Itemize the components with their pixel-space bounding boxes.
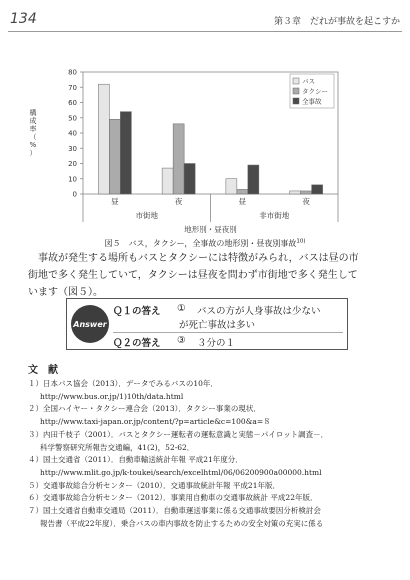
- q2-answer-mark: ③: [177, 335, 186, 346]
- y-axis-label: 構成率（%）: [29, 109, 37, 157]
- x-tick-label: 昼: [111, 197, 119, 206]
- answer-box: [66, 298, 348, 350]
- reference-line: 科学警察研究所報告交通編，41(2)，52-62．: [40, 442, 195, 452]
- paragraph-line-3: います（図５）。: [28, 287, 103, 298]
- bar: [237, 189, 248, 194]
- y-tick-label: 20: [68, 160, 77, 168]
- figure-caption: [0, 238, 410, 249]
- reference-line: ５）交通事故総合分析センター（2010）．交通事故統計年報 平成21年版．: [28, 480, 280, 490]
- legend-label: 全事故: [302, 97, 322, 106]
- bar: [98, 84, 109, 194]
- x-tick-label: 夜: [174, 197, 183, 206]
- reference-line: ４）国土交通省（2011）．自動車輸送統計年報 平成21年度分．: [28, 455, 243, 465]
- x-tick-label: 昼: [238, 197, 247, 206]
- q1-answer-mark: ①: [177, 303, 186, 314]
- bar: [173, 124, 184, 194]
- body-paragraph: [28, 250, 380, 301]
- bar-chart: [20, 60, 360, 238]
- reference-line: １）日本バス協会（2013）．データでみるバスの10年．: [28, 379, 218, 388]
- reference-line: 報告書（平成22年度）．乗合バスの車内事故を防止するための安全対策の充実に係る: [40, 518, 324, 528]
- reference-line: ３）内田千枝子（2001）．バスとタクシー運転者の運転意識と実態－パイロット調査－．: [28, 429, 329, 439]
- references-list: [28, 378, 400, 530]
- legend-label: タクシー: [302, 87, 328, 96]
- q1-answer-text-2: が死亡事故は多い: [179, 320, 256, 331]
- legend-swatch: [293, 78, 299, 84]
- y-tick-label: 0: [72, 190, 77, 199]
- y-tick-label: 80: [68, 68, 77, 77]
- q2-answer-text: ３分の１: [197, 338, 236, 349]
- q2-answer-label: Ｑ２の答え: [113, 338, 161, 349]
- bar: [226, 179, 237, 194]
- paragraph-line-1: 事故が発生する場所もバスとタクシーには特徴がみられ，バスは昼の市: [38, 253, 359, 264]
- y-tick-label: 10: [68, 175, 77, 184]
- y-tick-label: 50: [68, 114, 77, 123]
- x-group-label: 非市街地: [259, 211, 290, 220]
- figure-caption-ref: 10): [296, 238, 306, 245]
- bar: [109, 119, 120, 194]
- bar: [312, 185, 323, 194]
- reference-line: http://www.bus.or.jp/1)10th/data.html: [40, 391, 184, 401]
- legend-label: バス: [302, 77, 315, 86]
- bar: [290, 191, 301, 194]
- reference-line: ７）国土交通省自動車交通局（2011）．自動車運送事業に係る交通事故要因分析検討会: [28, 506, 321, 516]
- figure-caption-text: 図５ バス，タクシー，全事故の地形別・昼夜別事故: [104, 239, 297, 248]
- q1-answer-label: Ｑ１の答え: [113, 306, 161, 317]
- chapter-title: 第３章 だれが事故を起こすか: [273, 17, 400, 27]
- references-title: 文 献: [28, 365, 58, 376]
- reference-line: ２）全国ハイヤー・タクシー連合会（2013）．タクシー事業の現状．: [28, 404, 261, 414]
- q1-answer-text-1: バスの方が人身事故は少ない: [197, 306, 321, 317]
- reference-line: http://www.taxi-japan.or.jp/content/?p=article&c=100&a=８: [40, 417, 271, 427]
- bar: [120, 112, 131, 194]
- x-axis-label: 地形別・昼夜別: [184, 225, 237, 234]
- y-tick-label: 30: [68, 144, 77, 153]
- answer-divider: [113, 332, 343, 333]
- reference-line: ６）交通事故総合分析センター（2012）．事業用自動車の交通事故統計 平成22年版．: [28, 493, 318, 503]
- y-tick-label: 40: [68, 129, 77, 138]
- x-group-label: 市街地: [135, 211, 158, 220]
- bar: [301, 191, 312, 194]
- paragraph-line-2: 街地で多く発生していて，タクシーは昼夜を問わず市街地で多く発生して: [28, 270, 358, 281]
- legend-swatch: [293, 98, 299, 104]
- bar: [184, 164, 195, 195]
- answer-badge: Answer: [71, 305, 109, 343]
- y-tick-label: 60: [68, 99, 77, 107]
- bar: [162, 168, 173, 194]
- legend-swatch: [293, 88, 299, 94]
- x-tick-label: 夜: [302, 197, 310, 206]
- page-number: 134: [10, 11, 37, 27]
- y-tick-label: 70: [68, 83, 77, 92]
- reference-line: http://www.mlit.go.jp/k-toukei/search/excelhtml/06/06200900a00000.html: [40, 467, 322, 477]
- page-header: [8, 8, 402, 32]
- bar: [248, 165, 259, 194]
